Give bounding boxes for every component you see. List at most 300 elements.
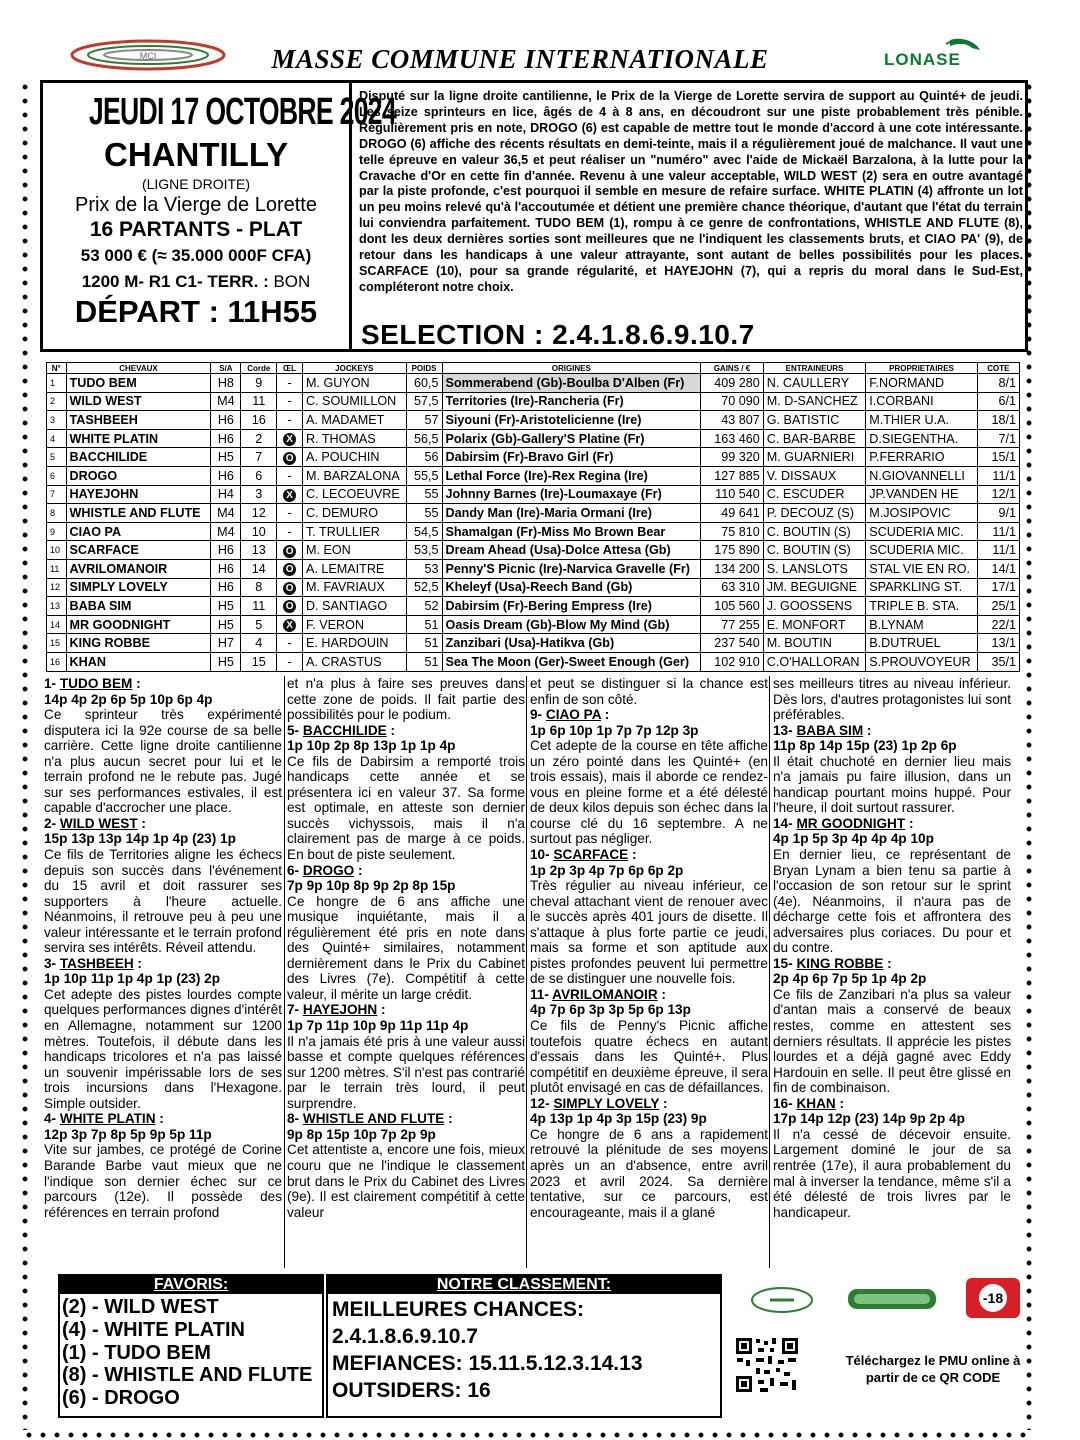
owner-cell: TRIPLE B. STA. xyxy=(866,597,978,616)
oeil-cell xyxy=(277,541,303,560)
horse-comment xyxy=(773,956,1011,1096)
table-row xyxy=(47,559,1020,578)
comment-horse-name: KING ROBBE xyxy=(796,955,884,971)
oeil-cell: - xyxy=(277,374,303,393)
comment-heading xyxy=(773,956,1011,972)
cote-cell: 6/1 xyxy=(977,392,1019,411)
classement-box xyxy=(326,1274,722,1418)
jockey-cell: C. LECOEUVRE xyxy=(302,485,406,504)
qr-code-icon[interactable] xyxy=(734,1336,800,1394)
poids-cell: 55,5 xyxy=(406,466,442,485)
jockey-cell: A. MADAMET xyxy=(302,411,406,430)
horse-comment xyxy=(773,676,1011,723)
trainer-cell: C. BOUTIN (S) xyxy=(763,522,865,541)
owner-cell: I.CORBANI xyxy=(866,392,978,411)
comment-horse-name: SCARFACE xyxy=(553,847,629,863)
cote-cell: 25/1 xyxy=(977,597,1019,616)
race-intro-text: Disputé sur la ligne droite cantilienne, le Prix de la Vierge de Lorette servira de support au Quinté+ de jeudi. Les seize sprinteurs en lice, âgés de 4 à 8 ans, en découdront sur une piste probablement très pénible. Régulièrement pris en note, DROGO (6) est capable de mettre tout le monde d'accord à une cote intéressante. DROGO (6) affiche des récents résultats en demi-teinte, mais il a régulièrement joué de malchance. Il vaut une telle épreuve en valeur 36,5 et peut réaliser un "numéro" avec l'aide de Mickaël Barzalona, à la lutte pour la Cravache d'Or en cette fin d'année. Revenu à une valeur acceptable, WILD WEST (2) sera en outre avantagé par la piste profonde, c'est pourquoi il semble en mesure de refaire surface. WHITE PLATIN (4) affronte un lot un peu moins relevé qu'à l'accoutumée et détient une première chance théorique, d'autant que l'état du terrain lui conviendra parfaitement. TUDO BEM (1), rompu à ce genre de confrontations, WHISTLE AND FLUTE (8), dont les deux dernières sorties sont meilleures que ne l'indiquent les classements bruts, et CIAO PA' (9), de retour dans les handicaps à une valeur attrayante, sont autant de belles possibilités pour les places. SCARFACE (10), pour sa grande régularité, et HAYEJOHN (7), qui a repris du moral dans le Sud-Est, compléteront notre choix. xyxy=(359,89,1023,294)
origin-cell: Dream Ahead (Usa)-Dolce Attesa (Gb) xyxy=(442,541,701,560)
runner-number-cell: 16 xyxy=(47,652,67,671)
cote-cell: 35/1 xyxy=(977,652,1019,671)
comment-horse-name: AVRILOMANOIR xyxy=(552,986,658,1002)
horse-comment xyxy=(530,847,768,987)
table-row xyxy=(47,634,1020,653)
comment-colon: : xyxy=(628,847,637,863)
table-row xyxy=(47,411,1020,430)
oeil-cell xyxy=(277,429,303,448)
sex-age-cell: H5 xyxy=(211,615,241,634)
poids-cell: 54,5 xyxy=(406,522,442,541)
comment-form: 12p 3p 7p 8p 5p 9p 5p 11p xyxy=(44,1126,212,1142)
lonase-logo xyxy=(880,36,1010,74)
owner-cell: M.THIER U.A. xyxy=(866,411,978,430)
jockey-cell: E. HARDOUIN xyxy=(302,634,406,653)
cote-cell: 11/1 xyxy=(977,466,1019,485)
corde-cell: 13 xyxy=(241,541,277,560)
favori-item: (6) - DROGO xyxy=(62,1387,180,1410)
owner-cell: SCUDERIA MIC. xyxy=(866,541,978,560)
horse-comment xyxy=(287,1111,525,1220)
half-blinkers-icon: O xyxy=(283,545,296,558)
comment-form: 4p 1p 5p 3p 4p 4p 4p 10p xyxy=(773,831,934,847)
classement-body xyxy=(332,1296,643,1404)
comment-text: Ce fils de Territories aligne les échecs depuis son succès dans l'événement du 15 avril et doit rassurer ses supporters à l'heure actuelle. Néanmoins, il retrouve peu à peu une valeur intéressante et le terrain profond servira ses intérêts. Réveil attendu. xyxy=(44,847,282,956)
horse-comment xyxy=(44,676,282,816)
oeil-cell: - xyxy=(277,504,303,523)
jockey-cell: C. DEMURO xyxy=(302,504,406,523)
owner-cell: B.DUTRUEL xyxy=(866,634,978,653)
comment-colon: : xyxy=(883,955,892,971)
origin-cell: Sommerabend (Gb)-Boulba D'Alben (Fr) xyxy=(442,374,701,393)
origin-cell: Dabirsim (Fr)-Bravo Girl (Fr) xyxy=(442,448,701,467)
poids-cell: 53 xyxy=(406,559,442,578)
col-header: N° xyxy=(47,363,67,374)
comments-column-3 xyxy=(530,676,768,1268)
comment-horse-name: KHAN xyxy=(796,1095,836,1111)
horse-name-cell: MR GOODNIGHT xyxy=(66,615,211,634)
race-venue: CHANTILLY xyxy=(104,136,288,173)
corde-cell: 10 xyxy=(241,522,277,541)
corde-cell: 4 xyxy=(241,634,277,653)
comment-form: 1p 6p 10p 1p 7p 7p 12p 3p xyxy=(530,722,699,738)
cote-cell: 7/1 xyxy=(977,429,1019,448)
svg-text:MCI: MCI xyxy=(139,51,157,61)
horse-comment xyxy=(530,707,768,847)
runner-number-cell: 2 xyxy=(47,392,67,411)
horse-name-cell: DROGO xyxy=(66,466,211,485)
gains-cell: 105 560 xyxy=(701,597,764,616)
oeil-cell xyxy=(277,615,303,634)
corde-cell: 9 xyxy=(241,374,277,393)
favori-item: (4) - WHITE PLATIN xyxy=(62,1318,245,1341)
comment-colon: : xyxy=(601,707,610,723)
sponsor-logo-icon xyxy=(848,1289,936,1309)
sex-age-cell: H6 xyxy=(211,466,241,485)
sex-age-cell: H5 xyxy=(211,597,241,616)
origin-cell: Penny'S Picnic (Ire)-Narvica Gravelle (Fr) xyxy=(442,559,701,578)
corde-cell: 11 xyxy=(241,597,277,616)
oeil-cell xyxy=(277,597,303,616)
table-row xyxy=(47,597,1020,616)
comment-text: Il n'a cessé de décevoir ensuite. Largement dominé le jour de sa rentrée (17e), il aura probablement du mal à inverser la tendance, même s'il a été délesté de trois livres par le handicapeur. xyxy=(773,1126,1011,1220)
cote-cell: 13/1 xyxy=(977,634,1019,653)
poids-cell: 51 xyxy=(406,615,442,634)
gains-cell: 110 540 xyxy=(701,485,764,504)
oeil-cell: - xyxy=(277,634,303,653)
age-restriction-badge-icon xyxy=(966,1278,1020,1318)
jockey-cell: F. VERON xyxy=(302,615,406,634)
cote-cell: 17/1 xyxy=(977,578,1019,597)
comment-horse-name: TUDO BEM xyxy=(59,676,133,691)
trainer-cell: M. D-SANCHEZ xyxy=(763,392,865,411)
gains-cell: 63 310 xyxy=(701,578,764,597)
jockey-cell: A. LEMAITRE xyxy=(302,559,406,578)
comment-text: Ce sprinteur très expérimenté disputera ici la 92e course de sa belle carrière. Cette ligne droite cantilienne n'a plus aucun secret pour lui et le terrain profond ne le rebute pas. Jugé sur ses performances estivales, il est capable d'accrocher une place. xyxy=(44,707,282,816)
oeil-cell: - xyxy=(277,522,303,541)
poids-cell: 53,5 xyxy=(406,541,442,560)
comment-colon: : xyxy=(659,1095,668,1111)
race-distance xyxy=(43,272,349,292)
sex-age-cell: M4 xyxy=(211,522,241,541)
cote-cell: 12/1 xyxy=(977,485,1019,504)
comment-text: Il était chuchoté en dernier lieu mais n'a jamais pu faire illusion, dans un handicap pourtant moins huppé. Pour l'heure, il doit surtout rassurer. xyxy=(773,753,1011,816)
column-divider xyxy=(526,676,527,1268)
owner-cell: D.SIEGENTHA. xyxy=(866,429,978,448)
jeu-responsable-logo-icon xyxy=(752,1288,812,1312)
comment-text: et peut se distinguer si la chance est enfin de son côté. xyxy=(530,676,768,707)
gains-cell: 237 540 xyxy=(701,634,764,653)
trainer-cell: S. LANSLOTS xyxy=(763,559,865,578)
poids-cell: 55 xyxy=(406,504,442,523)
comment-number: 3- xyxy=(44,955,60,971)
comment-colon: : xyxy=(863,722,872,738)
lonase-wordmark: LONASE xyxy=(884,50,961,69)
comment-colon: : xyxy=(155,1111,164,1127)
comment-heading xyxy=(530,847,768,863)
comments-column-1 xyxy=(44,676,282,1268)
corde-cell: 8 xyxy=(241,578,277,597)
comment-number: 16- xyxy=(773,1095,797,1111)
corde-cell: 12 xyxy=(241,504,277,523)
gains-cell: 102 910 xyxy=(701,652,764,671)
table-row xyxy=(47,392,1020,411)
horse-name-cell: AVRILOMANOIR xyxy=(66,559,211,578)
runner-number-cell: 1 xyxy=(47,374,67,393)
sex-age-cell: H6 xyxy=(211,429,241,448)
comment-horse-name: MR GOODNIGHT xyxy=(796,815,906,831)
owner-cell: B.LYNAM xyxy=(866,615,978,634)
horse-comment xyxy=(287,676,525,723)
origin-cell: Territories (Ire)-Rancheria (Fr) xyxy=(442,392,701,411)
corde-cell: 2 xyxy=(241,429,277,448)
horse-name-cell: TUDO BEM xyxy=(66,374,211,393)
origin-cell: Zanzibari (Usa)-Hatikva (Gb) xyxy=(442,634,701,653)
comment-text: Cet attentiste a, encore une fois, mieux couru que ne l'indique le classement brut dans le Prix du Cabinet des Livres (9e). Il est clairement compétitif à cette valeur xyxy=(287,1142,525,1220)
comment-form: 14p 4p 2p 6p 5p 10p 6p 4p xyxy=(44,691,213,707)
cote-cell: 22/1 xyxy=(977,615,1019,634)
runner-number-cell: 14 xyxy=(47,615,67,634)
favoris-box xyxy=(58,1274,324,1418)
horse-name-cell: SIMPLY LOVELY xyxy=(66,578,211,597)
corde-cell: 15 xyxy=(241,652,277,671)
col-header: ŒL xyxy=(277,363,303,374)
runner-number-cell: 13 xyxy=(47,597,67,616)
poids-cell: 52,5 xyxy=(406,578,442,597)
outsiders-line: OUTSIDERS: 16 xyxy=(332,1379,491,1402)
table-row xyxy=(47,429,1020,448)
origin-cell: Oasis Dream (Gb)-Blow My Mind (Gb) xyxy=(442,615,701,634)
terrain-value: BON xyxy=(273,272,311,291)
horse-comment xyxy=(287,1002,525,1111)
table-row xyxy=(47,466,1020,485)
col-header: Corde xyxy=(241,363,277,374)
table-row xyxy=(47,522,1020,541)
col-header: GAINS / € xyxy=(701,363,764,374)
comment-form: 11p 8p 14p 15p (23) 1p 2p 6p xyxy=(773,738,957,754)
sex-age-cell: M4 xyxy=(211,392,241,411)
origin-cell: Dabirsim (Fr)-Bering Empress (Ire) xyxy=(442,597,701,616)
table-row xyxy=(47,485,1020,504)
col-header: ENTRAINEURS xyxy=(763,363,865,374)
trainer-cell: JM. BEGUIGNE xyxy=(763,578,865,597)
owner-cell: M.JOSIPOVIC xyxy=(866,504,978,523)
comment-horse-name: WHITE PLATIN xyxy=(59,1111,156,1127)
horse-comment xyxy=(773,723,1011,816)
oeil-cell xyxy=(277,448,303,467)
col-header: PROPRIETAIRES xyxy=(866,363,978,374)
poids-cell: 57,5 xyxy=(406,392,442,411)
favori-item: (8) - WHISTLE AND FLUTE xyxy=(62,1364,313,1387)
trainer-cell: C. BAR-BARBE xyxy=(763,429,865,448)
jockey-cell: C. SOUMILLON xyxy=(302,392,406,411)
age-badge-text: -18 xyxy=(982,1290,1004,1306)
sex-age-cell: M4 xyxy=(211,504,241,523)
comment-number: 10- xyxy=(530,847,554,863)
owner-cell: SCUDERIA MIC. xyxy=(866,522,978,541)
comment-horse-name: DROGO xyxy=(302,862,355,878)
comment-heading xyxy=(287,723,525,739)
sex-age-cell: H6 xyxy=(211,559,241,578)
runner-number-cell: 11 xyxy=(47,559,67,578)
comment-number: 6- xyxy=(287,862,303,878)
gains-cell: 99 320 xyxy=(701,448,764,467)
poids-cell: 57 xyxy=(406,411,442,430)
comment-heading xyxy=(44,816,282,832)
comment-colon: : xyxy=(132,676,141,691)
table-header-row xyxy=(47,363,1020,374)
table-row xyxy=(47,374,1020,393)
comment-text: et n'a plus à faire ses preuves dans cette zone de poids. Il fait partie des possibilités pour le podium. xyxy=(287,676,525,723)
owner-cell: JP.VANDEN HE xyxy=(866,485,978,504)
comment-colon: : xyxy=(133,955,142,971)
comment-heading xyxy=(773,816,1011,832)
comment-number: 12- xyxy=(530,1095,554,1111)
origin-cell: Sea The Moon (Ger)-Sweet Enough (Ger) xyxy=(442,652,701,671)
runner-number-cell: 9 xyxy=(47,522,67,541)
horse-name-cell: BACCHILIDE xyxy=(66,448,211,467)
comment-form: 4p 13p 1p 4p 3p 15p (23) 9p xyxy=(530,1111,707,1127)
runner-number-cell: 4 xyxy=(47,429,67,448)
cote-cell: 11/1 xyxy=(977,522,1019,541)
comment-text: Ce fils de Dabirsim a remporté trois handicaps cette année et se présentera ici en valeur 37. Sa forme est optimale, en atteste son dernier succès vichyssois, mais il n'a clairement pas de marge à ce poids. En bout de piste seulement. xyxy=(287,753,525,863)
poids-cell: 51 xyxy=(406,634,442,653)
jockey-cell: M. FAVRIAUX xyxy=(302,578,406,597)
footer-logos xyxy=(740,1274,1030,1324)
cote-cell: 9/1 xyxy=(977,504,1019,523)
runner-number-cell: 12 xyxy=(47,578,67,597)
sex-age-cell: H6 xyxy=(211,578,241,597)
gains-cell: 163 460 xyxy=(701,429,764,448)
comment-heading xyxy=(773,1096,1011,1112)
sex-age-cell: H6 xyxy=(211,411,241,430)
horse-comment xyxy=(530,676,768,707)
gains-cell: 75 810 xyxy=(701,522,764,541)
corde-cell: 3 xyxy=(241,485,277,504)
comment-heading xyxy=(44,676,282,692)
favori-item: (1) - TUDO BEM xyxy=(62,1341,211,1364)
sex-age-cell: H4 xyxy=(211,485,241,504)
horse-comment xyxy=(773,816,1011,956)
runner-number-cell: 15 xyxy=(47,634,67,653)
trainer-cell: V. DISSAUX xyxy=(763,466,865,485)
comment-form: 7p 9p 10p 8p 9p 2p 8p 15p xyxy=(287,878,456,894)
comment-colon: : xyxy=(386,722,396,738)
comment-horse-name: WHISTLE AND FLUTE xyxy=(302,1111,445,1127)
comment-heading xyxy=(287,1002,525,1018)
comment-horse-name: TASHBEEH xyxy=(59,955,134,971)
horse-name-cell: HAYEJOHN xyxy=(66,485,211,504)
owner-cell: N.GIOVANNELLI xyxy=(866,466,978,485)
comment-heading xyxy=(773,723,1011,739)
table-row xyxy=(47,541,1020,560)
trainer-cell: C. ESCUDER xyxy=(763,485,865,504)
half-blinkers-icon: O xyxy=(283,452,296,465)
jockey-cell: A. CRASTUS xyxy=(302,652,406,671)
comment-form: 1p 7p 11p 10p 9p 11p 11p 4p xyxy=(287,1018,469,1034)
gains-cell: 134 200 xyxy=(701,559,764,578)
oeil-cell xyxy=(277,559,303,578)
comment-colon: : xyxy=(137,815,146,831)
horse-comment xyxy=(530,987,768,1096)
comment-number: 8- xyxy=(287,1111,303,1127)
comment-text: Il n'a jamais été pris à une valeur aussi basse et compte quelques références sur 1200 mètres. S'il n'est pas contrarié par le terrain très lourd, il peut surprendre. xyxy=(287,1033,525,1111)
jockey-cell: A. POUCHIN xyxy=(302,448,406,467)
half-blinkers-icon: O xyxy=(283,563,296,576)
race-name: Prix de la Vierge de Lorette xyxy=(74,194,317,216)
poids-cell: 56,5 xyxy=(406,429,442,448)
trainer-cell: N. CAULLERY xyxy=(763,374,865,393)
horse-name-cell: SCARFACE xyxy=(66,541,211,560)
race-depart-time: DÉPART : 11H55 xyxy=(74,294,318,329)
corde-cell: 14 xyxy=(241,559,277,578)
comment-text: Ce fils de Penny's Picnic affiche toutefois quatre échecs en autant d'essais dans les Quinté+. Plus compétitif en deuxième épreuve, il sera plutôt envisagé en cas de défaillances. xyxy=(530,1018,768,1096)
comment-number: 2- xyxy=(44,815,60,831)
oeil-cell: - xyxy=(277,466,303,485)
runner-number-cell: 6 xyxy=(47,466,67,485)
half-blinkers-icon: O xyxy=(283,582,296,595)
trainer-cell: M. BOUTIN xyxy=(763,634,865,653)
column-divider xyxy=(769,676,770,1268)
favoris-list xyxy=(62,1296,312,1410)
sex-age-cell: H5 xyxy=(211,448,241,467)
comment-text: Très régulier au niveau inférieur, ce cheval attachant vient de renouer avec le succès après 401 jours de disette. Il s'attaque à plus forte partie ce jeudi, mais sa forme et son aptitude aux pistes profondes peuvent lui permettre de se distinguer une nouvelle fois. xyxy=(530,878,768,987)
blinkers-icon: X xyxy=(283,489,296,502)
col-header: S/A xyxy=(211,363,241,374)
comment-horse-name: HAYEJOHN xyxy=(302,1002,378,1018)
owner-cell: STAL VIE EN RO. xyxy=(866,559,978,578)
cote-cell: 14/1 xyxy=(977,559,1019,578)
origin-cell: Shamalgan (Fr)-Miss Mo Brown Bear xyxy=(442,522,701,541)
horse-name-cell: CIAO PA xyxy=(66,522,211,541)
jockey-cell: D. SANTIAGO xyxy=(302,597,406,616)
gains-cell: 43 807 xyxy=(701,411,764,430)
trainer-cell: M. GUARNIERI xyxy=(763,448,865,467)
blinkers-icon: X xyxy=(283,433,296,446)
race-partants: 16 PARTANTS - PLAT xyxy=(89,218,303,241)
race-summary xyxy=(43,83,397,349)
comment-number: 7- xyxy=(287,1002,303,1018)
origin-cell: Dandy Man (Ire)-Maria Ormani (Ire) xyxy=(442,504,701,523)
origin-cell: Lethal Force (Ire)-Rex Regina (Ire) xyxy=(442,466,701,485)
corde-cell: 5 xyxy=(241,615,277,634)
blinkers-icon: X xyxy=(283,619,296,632)
comment-form: 9p 8p 15p 10p 7p 2p 9p xyxy=(287,1126,436,1142)
comment-colon: : xyxy=(657,986,666,1002)
comment-heading xyxy=(44,956,282,972)
jockey-cell: M. EON xyxy=(302,541,406,560)
comment-text: Ce fils de Zanzibari n'a plus sa valeur d'antan mais a conservé de beaux restes, comme en attestent ses derniers résultats. Il apprécie les pistes lourdes et a déjà gagné avec Eddy Hardouin en selle. Il peut être glissé en fin de combinaison. xyxy=(773,986,1011,1096)
runners-table xyxy=(46,362,1020,672)
cote-cell: 18/1 xyxy=(977,411,1019,430)
horse-comment xyxy=(44,816,282,956)
origin-cell: Siyouni (Fr)-Aristotelicienne (Ire) xyxy=(442,411,701,430)
jockey-cell: M. GUYON xyxy=(302,374,406,393)
comment-number: 5- xyxy=(287,722,303,738)
oeil-cell: - xyxy=(277,652,303,671)
comment-colon: : xyxy=(905,815,914,831)
comment-form: 15p 13p 13p 14p 1p 4p (23) 1p xyxy=(44,831,236,847)
corde-cell: 16 xyxy=(241,411,277,430)
table-row xyxy=(47,504,1020,523)
table-row xyxy=(47,615,1020,634)
poids-cell: 60,5 xyxy=(406,374,442,393)
horse-name-cell: BABA SIM xyxy=(66,597,211,616)
runner-number-cell: 5 xyxy=(47,448,67,467)
classement-title-text: NOTRE CLASSEMENT: xyxy=(436,1276,612,1293)
horse-comment xyxy=(287,723,525,863)
comment-heading xyxy=(530,707,768,723)
dotted-border-left xyxy=(22,80,28,1430)
owner-cell: F.NORMAND xyxy=(866,374,978,393)
owner-cell: P.FERRARIO xyxy=(866,448,978,467)
comment-number: 9- xyxy=(530,707,546,723)
cote-cell: 11/1 xyxy=(977,541,1019,560)
sex-age-cell: H6 xyxy=(211,541,241,560)
jockey-cell: M. BARZALONA xyxy=(302,466,406,485)
runner-number-cell: 3 xyxy=(47,411,67,430)
comment-text: Cet adepte des pistes lourdes compte quelques performances dignes d'intérêt en Allemagne, notamment sur 1200 mètres. Toutefois, il débute dans les handicaps tricolores et n'a pas laissé un souvenir impérissable lors de ses trois incursions dans l'Hexagone. Simple outsider. xyxy=(44,986,282,1111)
horse-name-cell: TASHBEEH xyxy=(66,411,211,430)
table-row xyxy=(47,578,1020,597)
column-divider xyxy=(284,676,285,1268)
comment-number: 15- xyxy=(773,955,797,971)
masthead-title: MASSE COMMUNE INTERNATIONALE xyxy=(271,44,769,74)
comment-colon: : xyxy=(354,862,363,878)
horse-name-cell: WILD WEST xyxy=(66,392,211,411)
oeil-cell: - xyxy=(277,411,303,430)
comment-horse-name: BABA SIM xyxy=(796,722,864,738)
poids-cell: 51 xyxy=(406,652,442,671)
